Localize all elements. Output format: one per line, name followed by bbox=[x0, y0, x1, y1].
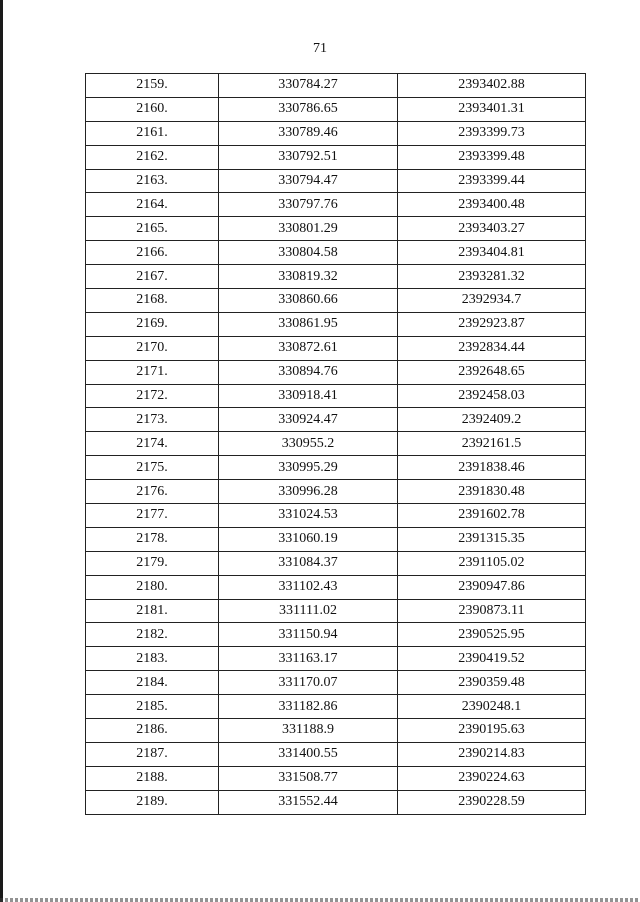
y-coordinate-cell: 2392834.44 bbox=[398, 336, 586, 360]
x-coordinate-cell: 331182.86 bbox=[219, 695, 398, 719]
table-row bbox=[86, 456, 586, 480]
x-coordinate-cell: 330955.2 bbox=[219, 432, 398, 456]
x-coordinate-cell: 331084.37 bbox=[219, 551, 398, 575]
table-row bbox=[86, 599, 586, 623]
x-coordinate-cell: 331170.07 bbox=[219, 671, 398, 695]
y-coordinate-cell: 2393403.27 bbox=[398, 217, 586, 241]
table-row bbox=[86, 480, 586, 504]
x-coordinate-cell: 330801.29 bbox=[219, 217, 398, 241]
y-coordinate-cell: 2390947.86 bbox=[398, 575, 586, 599]
y-coordinate-cell: 2390873.11 bbox=[398, 599, 586, 623]
x-coordinate-cell: 331102.43 bbox=[219, 575, 398, 599]
y-coordinate-cell: 2393281.32 bbox=[398, 265, 586, 289]
x-coordinate-cell: 331060.19 bbox=[219, 527, 398, 551]
point-number-cell: 2167. bbox=[86, 265, 219, 289]
y-coordinate-cell: 2390214.83 bbox=[398, 742, 586, 766]
point-number-cell: 2182. bbox=[86, 623, 219, 647]
x-coordinate-cell: 330924.47 bbox=[219, 408, 398, 432]
point-number-cell: 2188. bbox=[86, 766, 219, 790]
y-coordinate-cell: 2390359.48 bbox=[398, 671, 586, 695]
table-row bbox=[86, 97, 586, 121]
point-number-cell: 2174. bbox=[86, 432, 219, 456]
y-coordinate-cell: 2393399.48 bbox=[398, 145, 586, 169]
table-row bbox=[86, 289, 586, 313]
point-number-cell: 2166. bbox=[86, 241, 219, 265]
y-coordinate-cell: 2392409.2 bbox=[398, 408, 586, 432]
point-number-cell: 2160. bbox=[86, 97, 219, 121]
y-coordinate-cell: 2390248.1 bbox=[398, 695, 586, 719]
coordinates-table-body bbox=[86, 74, 586, 815]
point-number-cell: 2181. bbox=[86, 599, 219, 623]
y-coordinate-cell: 2392648.65 bbox=[398, 360, 586, 384]
table-row bbox=[86, 384, 586, 408]
point-number-cell: 2189. bbox=[86, 790, 219, 814]
y-coordinate-cell: 2390228.59 bbox=[398, 790, 586, 814]
point-number-cell: 2179. bbox=[86, 551, 219, 575]
point-number-cell: 2172. bbox=[86, 384, 219, 408]
point-number-cell: 2184. bbox=[86, 671, 219, 695]
y-coordinate-cell: 2393402.88 bbox=[398, 74, 586, 98]
point-number-cell: 2161. bbox=[86, 121, 219, 145]
table-row bbox=[86, 408, 586, 432]
table-row bbox=[86, 551, 586, 575]
table-row bbox=[86, 695, 586, 719]
point-number-cell: 2163. bbox=[86, 169, 219, 193]
table-row bbox=[86, 169, 586, 193]
table-row bbox=[86, 790, 586, 814]
table-row bbox=[86, 74, 586, 98]
x-coordinate-cell: 330861.95 bbox=[219, 312, 398, 336]
point-number-cell: 2162. bbox=[86, 145, 219, 169]
table-row bbox=[86, 145, 586, 169]
x-coordinate-cell: 331552.44 bbox=[219, 790, 398, 814]
point-number-cell: 2159. bbox=[86, 74, 219, 98]
table-row bbox=[86, 719, 586, 743]
table-row bbox=[86, 742, 586, 766]
y-coordinate-cell: 2393404.81 bbox=[398, 241, 586, 265]
x-coordinate-cell: 331024.53 bbox=[219, 504, 398, 528]
point-number-cell: 2187. bbox=[86, 742, 219, 766]
x-coordinate-cell: 330804.58 bbox=[219, 241, 398, 265]
y-coordinate-cell: 2390195.63 bbox=[398, 719, 586, 743]
y-coordinate-cell: 2393400.48 bbox=[398, 193, 586, 217]
y-coordinate-cell: 2390525.95 bbox=[398, 623, 586, 647]
point-number-cell: 2168. bbox=[86, 289, 219, 313]
y-coordinate-cell: 2392161.5 bbox=[398, 432, 586, 456]
table-row bbox=[86, 121, 586, 145]
x-coordinate-cell: 330784.27 bbox=[219, 74, 398, 98]
point-number-cell: 2186. bbox=[86, 719, 219, 743]
table-row bbox=[86, 623, 586, 647]
coordinates-table bbox=[85, 73, 586, 815]
point-number-cell: 2164. bbox=[86, 193, 219, 217]
table-row bbox=[86, 217, 586, 241]
y-coordinate-cell: 2391315.35 bbox=[398, 527, 586, 551]
table-row bbox=[86, 360, 586, 384]
point-number-cell: 2180. bbox=[86, 575, 219, 599]
y-coordinate-cell: 2391105.02 bbox=[398, 551, 586, 575]
table-row bbox=[86, 647, 586, 671]
point-number-cell: 2183. bbox=[86, 647, 219, 671]
table-row bbox=[86, 504, 586, 528]
y-coordinate-cell: 2390224.63 bbox=[398, 766, 586, 790]
x-coordinate-cell: 331150.94 bbox=[219, 623, 398, 647]
y-coordinate-cell: 2390419.52 bbox=[398, 647, 586, 671]
x-coordinate-cell: 330995.29 bbox=[219, 456, 398, 480]
table-row bbox=[86, 575, 586, 599]
table-row bbox=[86, 312, 586, 336]
y-coordinate-cell: 2393399.73 bbox=[398, 121, 586, 145]
table-row bbox=[86, 766, 586, 790]
x-coordinate-cell: 331188.9 bbox=[219, 719, 398, 743]
x-coordinate-cell: 330819.32 bbox=[219, 265, 398, 289]
x-coordinate-cell: 330872.61 bbox=[219, 336, 398, 360]
point-number-cell: 2170. bbox=[86, 336, 219, 360]
scan-bottom-edge bbox=[0, 898, 640, 902]
y-coordinate-cell: 2392458.03 bbox=[398, 384, 586, 408]
point-number-cell: 2177. bbox=[86, 504, 219, 528]
point-number-cell: 2175. bbox=[86, 456, 219, 480]
y-coordinate-cell: 2391602.78 bbox=[398, 504, 586, 528]
point-number-cell: 2185. bbox=[86, 695, 219, 719]
x-coordinate-cell: 330894.76 bbox=[219, 360, 398, 384]
x-coordinate-cell: 330786.65 bbox=[219, 97, 398, 121]
table-row bbox=[86, 265, 586, 289]
y-coordinate-cell: 2391838.46 bbox=[398, 456, 586, 480]
x-coordinate-cell: 330918.41 bbox=[219, 384, 398, 408]
point-number-cell: 2165. bbox=[86, 217, 219, 241]
table-row bbox=[86, 527, 586, 551]
x-coordinate-cell: 331111.02 bbox=[219, 599, 398, 623]
point-number-cell: 2178. bbox=[86, 527, 219, 551]
table-row bbox=[86, 336, 586, 360]
y-coordinate-cell: 2391830.48 bbox=[398, 480, 586, 504]
table-row bbox=[86, 671, 586, 695]
x-coordinate-cell: 331400.55 bbox=[219, 742, 398, 766]
x-coordinate-cell: 331163.17 bbox=[219, 647, 398, 671]
point-number-cell: 2176. bbox=[86, 480, 219, 504]
point-number-cell: 2169. bbox=[86, 312, 219, 336]
x-coordinate-cell: 330860.66 bbox=[219, 289, 398, 313]
y-coordinate-cell: 2393399.44 bbox=[398, 169, 586, 193]
table-row bbox=[86, 193, 586, 217]
x-coordinate-cell: 331508.77 bbox=[219, 766, 398, 790]
y-coordinate-cell: 2392934.7 bbox=[398, 289, 586, 313]
point-number-cell: 2173. bbox=[86, 408, 219, 432]
page-number: 71 bbox=[313, 41, 327, 56]
y-coordinate-cell: 2392923.87 bbox=[398, 312, 586, 336]
x-coordinate-cell: 330792.51 bbox=[219, 145, 398, 169]
table-row bbox=[86, 241, 586, 265]
x-coordinate-cell: 330789.46 bbox=[219, 121, 398, 145]
scan-left-edge bbox=[0, 0, 3, 902]
x-coordinate-cell: 330797.76 bbox=[219, 193, 398, 217]
x-coordinate-cell: 330996.28 bbox=[219, 480, 398, 504]
y-coordinate-cell: 2393401.31 bbox=[398, 97, 586, 121]
table-row bbox=[86, 432, 586, 456]
point-number-cell: 2171. bbox=[86, 360, 219, 384]
x-coordinate-cell: 330794.47 bbox=[219, 169, 398, 193]
